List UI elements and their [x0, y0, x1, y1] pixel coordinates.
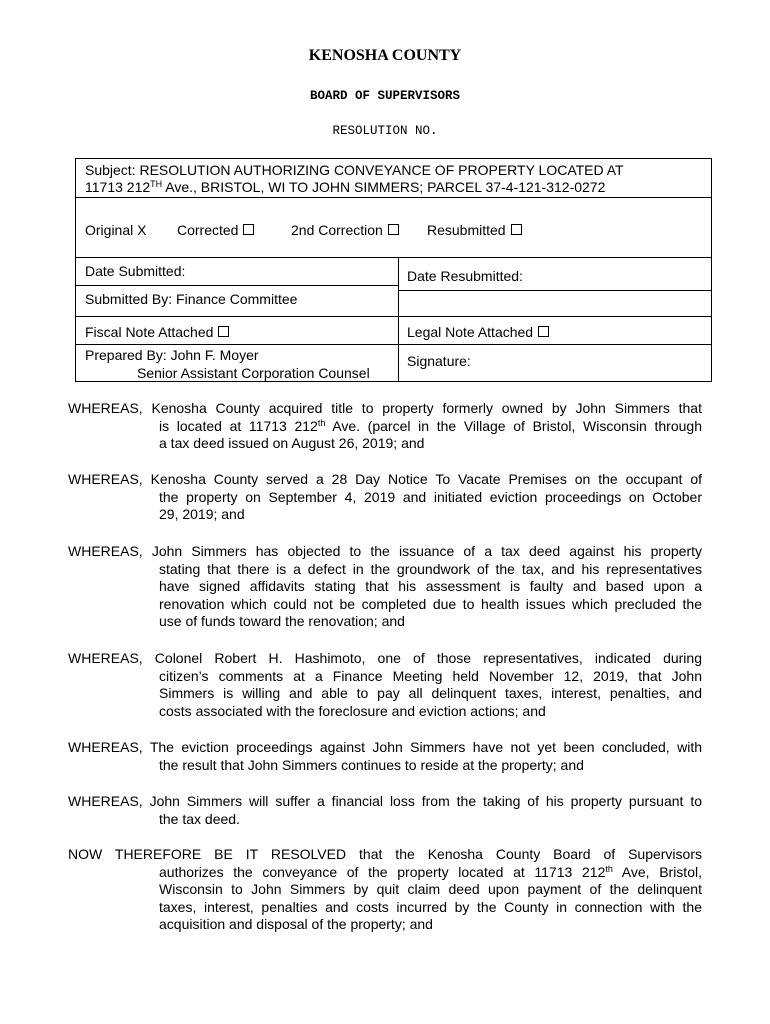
whereas-paragraph-4: WHEREAS, Colonel Robert H. Hashimoto, one of those representatives, indicated during citizen’s comments at a Finance Meeting held November 12, 2019, that John Simmers is willing and able to pay all delinquent taxes, interest, penalties, and costs associated with the foreclosure and eviction actions; and: [68, 650, 702, 719]
second-correction-checkbox[interactable]: [388, 224, 399, 235]
submitted-by: Submitted By: Finance Committee: [85, 291, 298, 307]
whereas-paragraph-6: WHEREAS, John Simmers will suffer a financial loss from the taking of his property pursuant to the tax deed.: [68, 793, 702, 827]
legal-note-option[interactable]: Legal Note Attached: [407, 324, 549, 341]
resolution-number: RESOLUTION NO.: [332, 124, 438, 138]
county-title: KENOSHA COUNTY: [308, 47, 462, 64]
whereas-paragraph-2: WHEREAS, Kenosha County served a 28 Day Notice To Vacate Premises on the occupant of the property on September 4, 2019 and initiated eviction proceedings on October 29, 2019; and: [68, 471, 702, 522]
whereas-paragraph-5: WHEREAS, The eviction proceedings against John Simmers have not yet been concluded, with the result that John Simmers continues to reside at the property; and: [68, 739, 702, 773]
resubmitted-option[interactable]: Resubmitted: [427, 222, 522, 239]
date-resubmitted-label: Date Resubmitted:: [407, 268, 523, 284]
whereas-paragraph-1: WHEREAS, Kenosha County acquired title to property formerly owned by John Simmers that is located at 11713 212th Ave. (parcel in the Village of Bristol, Wisconsin through a tax deed issued on August 26, 2019; and: [68, 400, 702, 451]
resubmitted-checkbox[interactable]: [511, 224, 522, 235]
date-submitted-label: Date Submitted:: [85, 263, 186, 279]
resolution-form-table: [75, 158, 712, 382]
signature-label: Signature:: [407, 353, 471, 369]
second-correction-option[interactable]: 2nd Correction: [291, 222, 399, 239]
corrected-checkbox[interactable]: [243, 224, 254, 235]
corrected-option[interactable]: Corrected: [177, 222, 254, 239]
fiscal-note-checkbox[interactable]: [218, 326, 229, 337]
subject-line-2: 11713 212TH Ave., BRISTOL, WI TO JOHN SIMMERS; PARCEL 37-4-121-312-0272: [85, 179, 606, 195]
fiscal-note-option[interactable]: Fiscal Note Attached: [85, 324, 229, 341]
resolved-paragraph: NOW THEREFORE BE IT RESOLVED that the Kenosha County Board of Supervisors authorizes the conveyance of the property located at 11713 212th Ave, Bristol, Wisconsin to John Simmers by quit claim deed upon payment of the delinquent taxes, interest, penalties and costs incurred by the County in connection with the acquisition and disposal of the property; and: [68, 846, 702, 932]
original-label: Original X: [85, 222, 147, 238]
prepared-by-title: Senior Assistant Corporation Counsel: [137, 365, 370, 381]
board-title: BOARD OF SUPERVISORS: [309, 89, 461, 103]
whereas-paragraph-3: WHEREAS, John Simmers has objected to the issuance of a tax deed against his property stating that there is a defect in the groundwork of the tax, and his representatives have signed affidavits stating that his assessment is faulty and based upon a renovation which could not be completed due to health issues which precluded the use of funds toward the renovation; and: [68, 543, 702, 629]
prepared-by: Prepared By: John F. Moyer: [85, 347, 259, 363]
subject-line-1: Subject: RESOLUTION AUTHORIZING CONVEYANCE OF PROPERTY LOCATED AT: [85, 162, 624, 178]
legal-note-checkbox[interactable]: [538, 326, 549, 337]
